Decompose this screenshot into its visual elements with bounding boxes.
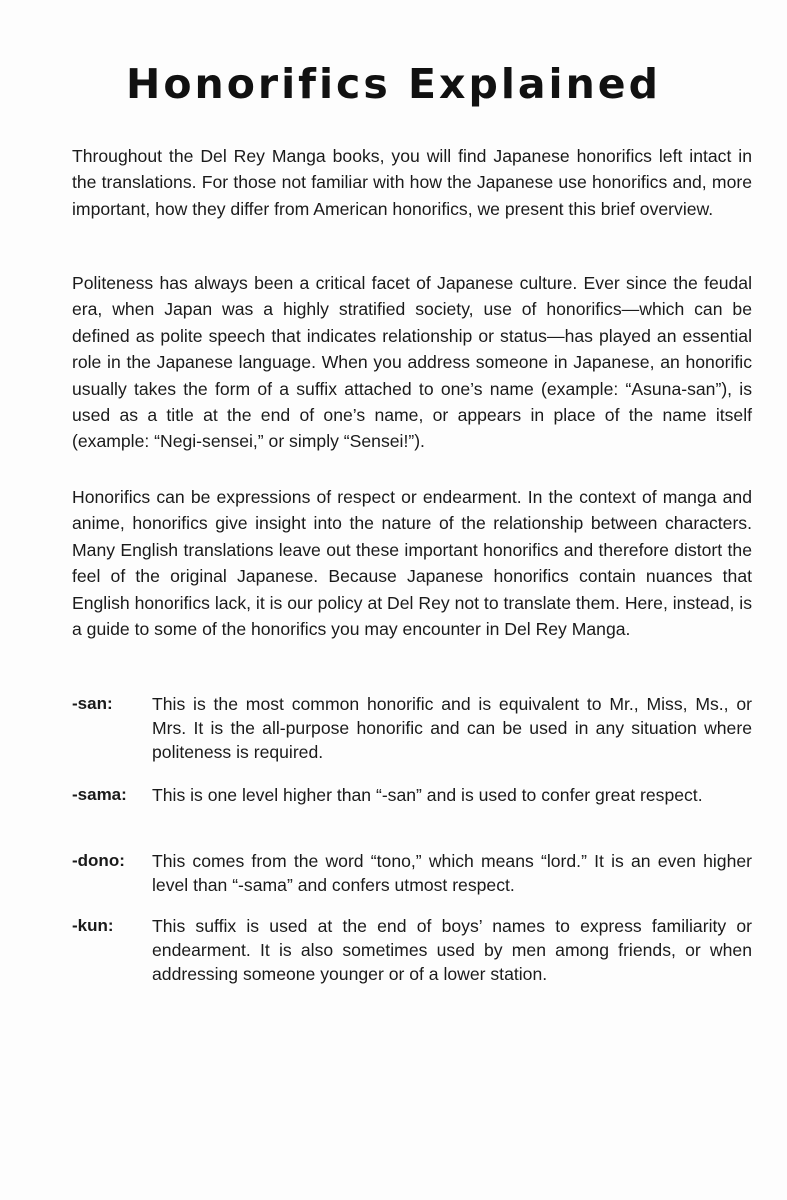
term-entry-san	[72, 692, 752, 764]
term-entry-kun	[72, 914, 752, 986]
term-label: -kun:	[72, 916, 114, 935]
intro-paragraph: Throughout the Del Rey Manga books, you will find Japanese honorifics left intact in the translations. For those not familiar with how the Japanese use honorifics and, more important, how they differ from American honorifics, we present this brief overview.	[72, 146, 752, 219]
term-label: -sama:	[72, 785, 127, 804]
term-entry-dono	[72, 849, 752, 897]
term-definition: This comes from the word “tono,” which means “lord.” It is an even higher level than “-sama” and confers utmost respect.	[152, 851, 752, 895]
term-definition: This is the most common honorific and is equivalent to Mr., Miss, Ms., or Mrs. It is the all-purpose honorific and can be used in any situation where politeness is required.	[152, 694, 752, 762]
term-label: -san:	[72, 694, 113, 713]
term-label: -dono:	[72, 851, 125, 870]
politeness-paragraph: Politeness has always been a critical facet of Japanese culture. Ever since the feudal era, when Japan was a highly stratified society, use of honorifics—which can be defined as polite speech that indicates relationship or status—has played an essential role in the Japanese language. When you address someone in Japanese, an honorific usually takes the form of a suffix attached to one’s name (example: “Asuna-san”), is used as a title at the end of one’s name, or appears in place of the name itself (example: “Negi-sensei,” or simply “Sensei!”).	[72, 273, 752, 452]
term-definition: This is one level higher than “-san” and is used to confer great respect.	[152, 785, 703, 805]
expressions-paragraph: Honorifics can be expressions of respect or endearment. In the context of manga and anime, honorifics give insight into the nature of the relationship between characters. Many English translations leave out these important honorifics and therefore distort the feel of the original Japanese. Because Japanese honorifics contain nuances that English honorifics lack, it is our policy at Del Rey not to translate them. Here, instead, is a guide to some of the honorifics you may encounter in Del Rey Manga.	[72, 487, 752, 640]
page-title: Honorifics Explained	[126, 60, 661, 108]
term-definition: This suffix is used at the end of boys’ names to express familiarity or endearment. It is also sometimes used by men among friends, or when addressing someone younger or of a lower station.	[152, 916, 752, 984]
term-entry-sama	[72, 783, 752, 807]
